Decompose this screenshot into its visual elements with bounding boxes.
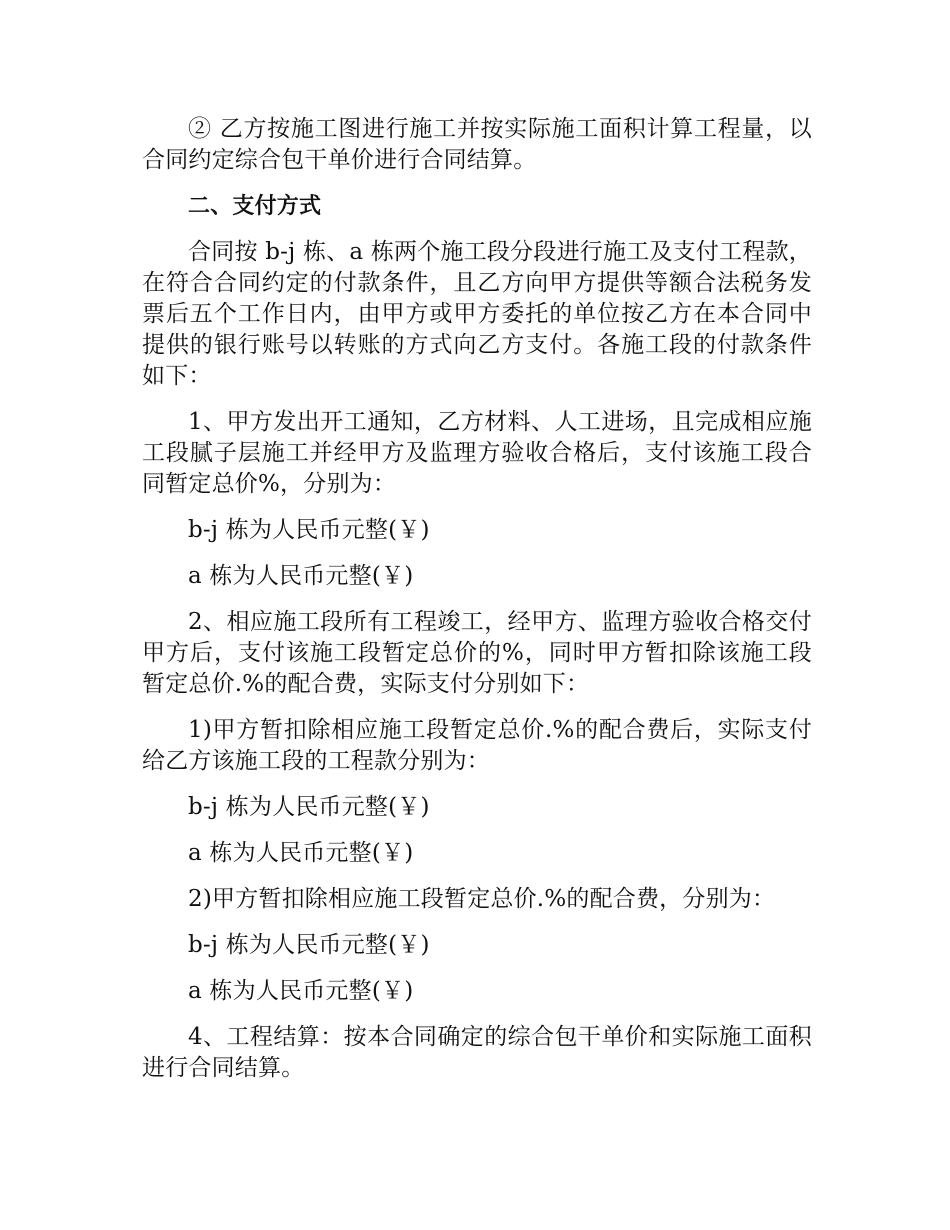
section-heading-payment: 二、支付方式 [188,194,322,219]
paragraph-subclause-1: 1)甲方暂扣除相应施工段暂定总价.%的配合费后，实际支付给乙方该施工段的工程款分别为： [142,717,812,774]
paragraph-amount-bj-1: b-j 栋为人民币元整(￥) [188,517,430,543]
paragraph-subclause-2: 2)甲方暂扣除相应施工段暂定总价.%的配合费，分别为： [188,886,776,912]
paragraph-amount-bj-3: b-j 栋为人民币元整(￥) [188,932,430,958]
document-body [142,114,812,1099]
paragraph-amount-a-2: a 栋为人民币元整(￥) [188,840,414,866]
paragraph-amount-bj-2: b-j 栋为人民币元整(￥) [188,794,430,820]
paragraph-payment-overview: 合同按 b-j 栋、a 栋两个施工段分段进行施工及支付工程款，在符合合同约定的付款条件，且乙方向甲方提供等额合法税务发票后五个工作日内，由甲方或甲方委托的单位按乙方在本合同中提供的银行账号以转账的方式向乙方支付。各施工段的付款条件如下： [142,239,812,389]
paragraph-clause-1: 1、甲方发出开工通知，乙方材料、人工进场，且完成相应施工段腻子层施工并经甲方及监理方验收合格后，支付该施工段合同暂定总价%，分别为： [142,409,812,497]
paragraph-clause-2: 2、相应施工段所有工程竣工，经甲方、监理方验收合格交付甲方后，支付该施工段暂定总价的%，同时甲方暂扣除该施工段暂定总价.%的配合费，实际支付分别如下： [142,609,812,697]
paragraph-amount-a-1: a 栋为人民币元整(￥) [188,563,414,589]
paragraph-settlement-basis: ② 乙方按施工图进行施工并按实际施工面积计算工程量，以合同约定综合包干单价进行合同结算。 [142,116,812,173]
paragraph-clause-4-settlement: 4、工程结算：按本合同确定的综合包干单价和实际施工面积进行合同结算。 [142,1024,812,1081]
paragraph-amount-a-3: a 栋为人民币元整(￥) [188,978,414,1004]
